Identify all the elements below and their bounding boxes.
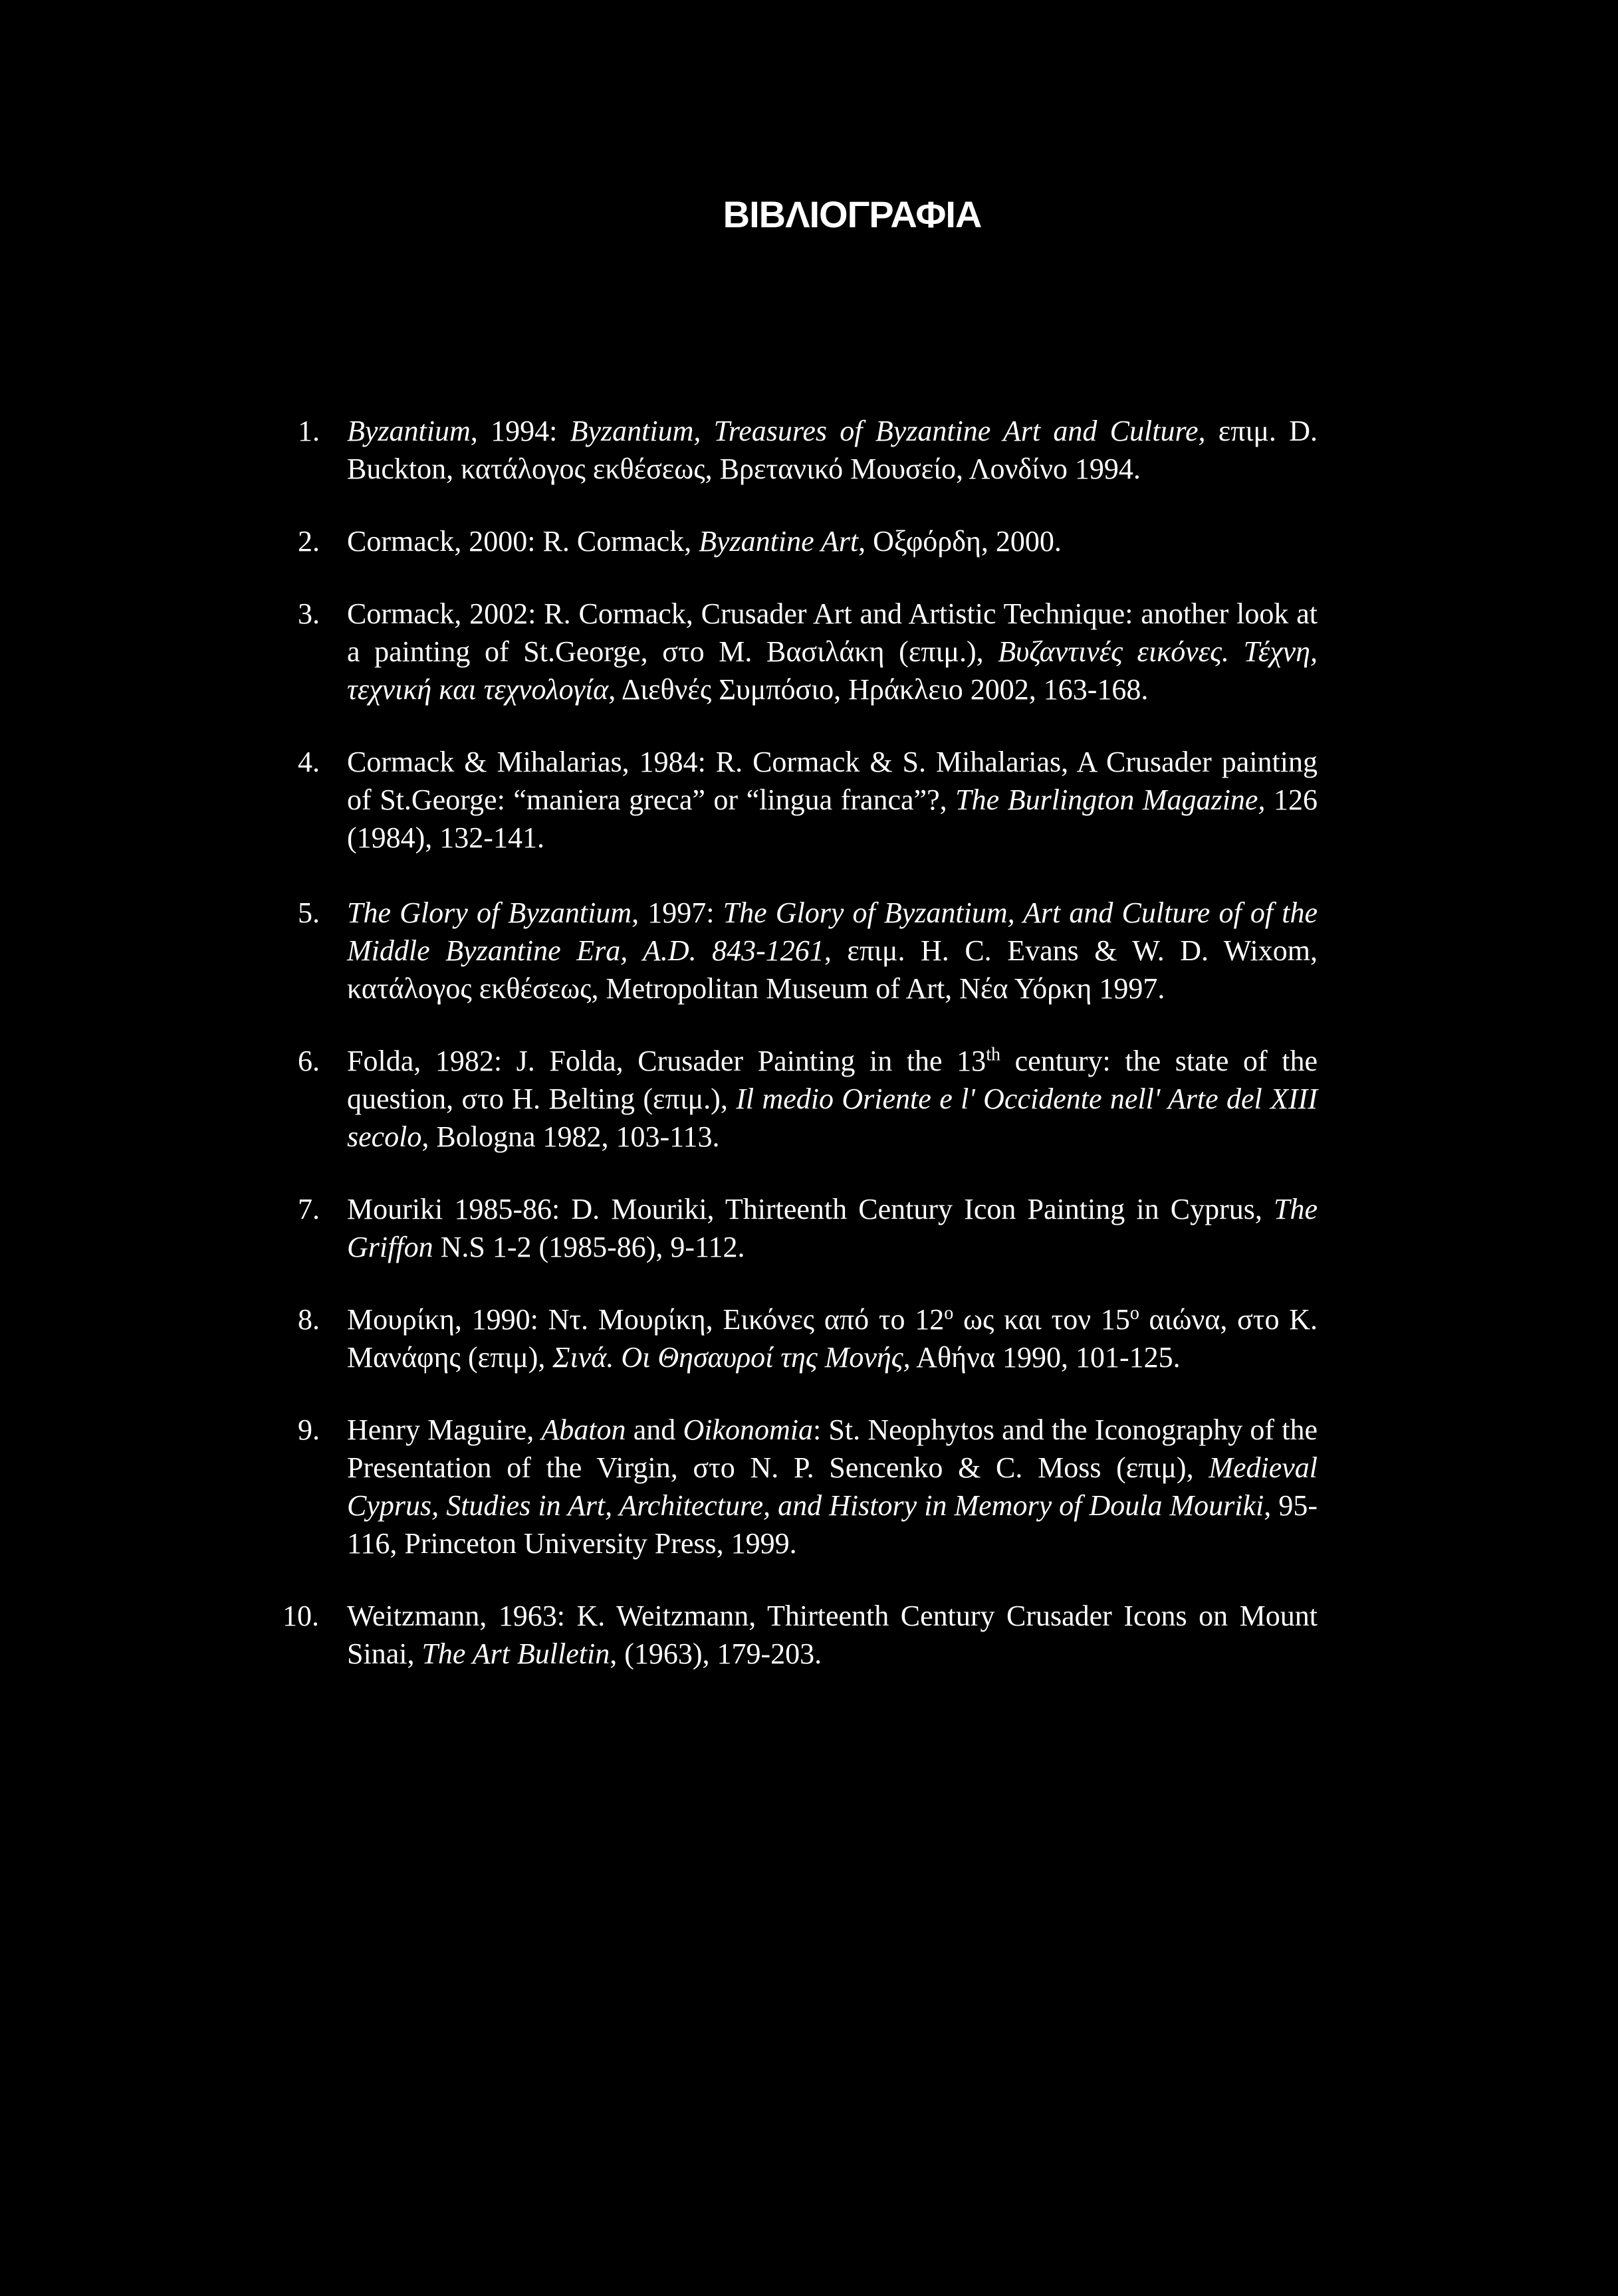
entry-number: 2. xyxy=(298,525,320,558)
entry-text xyxy=(347,525,1062,558)
italic-text: Βυζαντινές εικόνες. Τέχνη, τεχνική και τεχνολογία xyxy=(347,635,1318,706)
text-run: ως και τον 15 xyxy=(953,1303,1130,1336)
text-run: , 95-116, Princeton University Press, 1999. xyxy=(347,1489,1318,1560)
entry-number: 1. xyxy=(298,415,320,447)
entry-text xyxy=(347,1045,1318,1153)
bibliography-list xyxy=(0,412,1618,1707)
italic-text: Byzantium, Treasures of Byzantine Art and Culture, xyxy=(570,415,1206,447)
text-run: Cormack, 2002: R. Cormack, Crusader Art and Artistic Technique: another look at a painting of St.George, στο Μ. Βασιλάκη (επιμ.), xyxy=(347,597,1318,668)
entry-number: 5. xyxy=(298,896,320,929)
text-run: , επιμ. H. C. Evans & W. D. Wixom, κατάλογος εκθέσεως, Metropolitan Museum of Art, Νέα Υόρκη 1997. xyxy=(347,934,1318,1005)
italic-text: Σινά. Οι Θησαυροί της Μονής, xyxy=(552,1341,911,1374)
entry-text xyxy=(347,746,1318,854)
entry-number: 9. xyxy=(298,1413,320,1446)
entry-number: 3. xyxy=(298,597,320,630)
superscript-text: ο xyxy=(1129,1303,1139,1324)
text-run: επιμ. D. Buckton, κατάλογος εκθέσεως, Βρετανικό Μουσείο, Λονδίνο 1994. xyxy=(347,415,1318,485)
italic-text: The Glory of Byzantium xyxy=(347,896,632,929)
text-run: Cormack & Mihalarias, 1984: R. Cormack & S. Mihalarias, A Crusader painting of St.George: “maniera greca” or “lingua franca”?, xyxy=(347,746,1318,816)
superscript-text: th xyxy=(986,1044,1000,1065)
text-run: : St. Neophytos and the Iconography of the Presentation of the Virgin, στο N. P. Sencenko & C. Moss (επιμ), xyxy=(347,1413,1318,1484)
italic-text: Byzantium xyxy=(347,415,471,447)
italic-text: The Glory of Byzantium, Art and Culture of of the Middle Byzantine Era, A.D. 843-1261 xyxy=(347,896,1318,967)
bibliography-entry xyxy=(298,1411,1318,1562)
entry-number: 4. xyxy=(298,746,320,778)
superscript-text: ο xyxy=(944,1303,954,1324)
entry-text xyxy=(347,1413,1318,1560)
text-run: , Bologna 1982, 103-113. xyxy=(421,1120,720,1153)
bibliography-entry xyxy=(298,595,1318,708)
italic-text: Byzantine Art xyxy=(699,525,859,558)
bibliography-entry xyxy=(283,1597,1318,1673)
text-run: Weitzmann, 1963: K. Weitzmann, Thirteenth Century Crusader Icons on Mount Sinai, xyxy=(347,1600,1318,1670)
text-run: Cormack, 2000: R. Cormack, xyxy=(347,525,699,558)
bibliography-entry xyxy=(298,1301,1318,1376)
text-run: Folda, 1982: J. Folda, Crusader Painting in the 13 xyxy=(347,1045,986,1077)
text-run: αιώνα, στο Κ. Μανάφης (επιμ), xyxy=(347,1303,1318,1374)
text-run: , 1994: xyxy=(470,415,570,447)
text-run: , Διεθνές Συμπόσιο, Ηράκλειο 2002, 163-168. xyxy=(608,673,1149,706)
entry-number: 6. xyxy=(298,1045,320,1077)
entry-number: 7. xyxy=(298,1193,320,1225)
text-run: and xyxy=(626,1413,683,1446)
text-run: , (1963), 179-203. xyxy=(610,1637,822,1670)
text-run: century: the state of the question, στο H. Belting (επιμ.), xyxy=(347,1045,1318,1115)
italic-text: Il medio Oriente e l' Occidente nell' Arte del XIII secolo xyxy=(347,1083,1318,1153)
text-run: Henry Maguire, xyxy=(347,1413,542,1446)
entry-text xyxy=(347,415,1318,485)
entry-text xyxy=(347,1303,1318,1374)
italic-text: Abaton xyxy=(541,1413,626,1446)
bibliography-entry xyxy=(298,894,1318,1007)
italic-text: Oikonomia xyxy=(683,1413,813,1446)
bibliography-entry xyxy=(298,522,1318,560)
text-run: Mouriki 1985-86: D. Mouriki, Thirteenth Century Icon Painting in Cyprus, xyxy=(347,1193,1274,1225)
entry-text xyxy=(347,1193,1318,1263)
text-run: Αθήνα 1990, 101-125. xyxy=(910,1341,1181,1374)
entry-number: 10. xyxy=(283,1600,319,1632)
text-run: Μουρίκη, 1990: Ντ. Μουρίκη, Εικόνες από το 12 xyxy=(347,1303,945,1336)
entry-text xyxy=(347,896,1318,1005)
bibliography-entry xyxy=(298,743,1318,857)
text-run: N.S 1-2 (1985-86), 9-112. xyxy=(433,1231,745,1263)
bibliography-entry xyxy=(298,412,1318,488)
bibliography-entry xyxy=(298,1042,1318,1156)
bibliography-entry xyxy=(298,1190,1318,1266)
text-run: , 1997: xyxy=(632,896,723,929)
italic-text: The Art Bulletin xyxy=(421,1637,610,1670)
italic-text: The Griffon xyxy=(347,1193,1318,1263)
entry-text xyxy=(347,1600,1318,1670)
text-run: , Οξφόρδη, 2000. xyxy=(858,525,1062,558)
page-title: ΒΙΒΛΙΟΓΡΑΦΙΑ xyxy=(723,193,982,235)
italic-text: Medieval Cyprus, Studies in Art, Architecture, and History in Memory of Doula Mouriki xyxy=(347,1451,1318,1522)
entry-number: 8. xyxy=(298,1303,320,1336)
text-run: 126 (1984), 132-141. xyxy=(347,783,1318,854)
entry-text xyxy=(347,597,1318,706)
italic-text: The Burlington Magazine, xyxy=(955,783,1266,816)
